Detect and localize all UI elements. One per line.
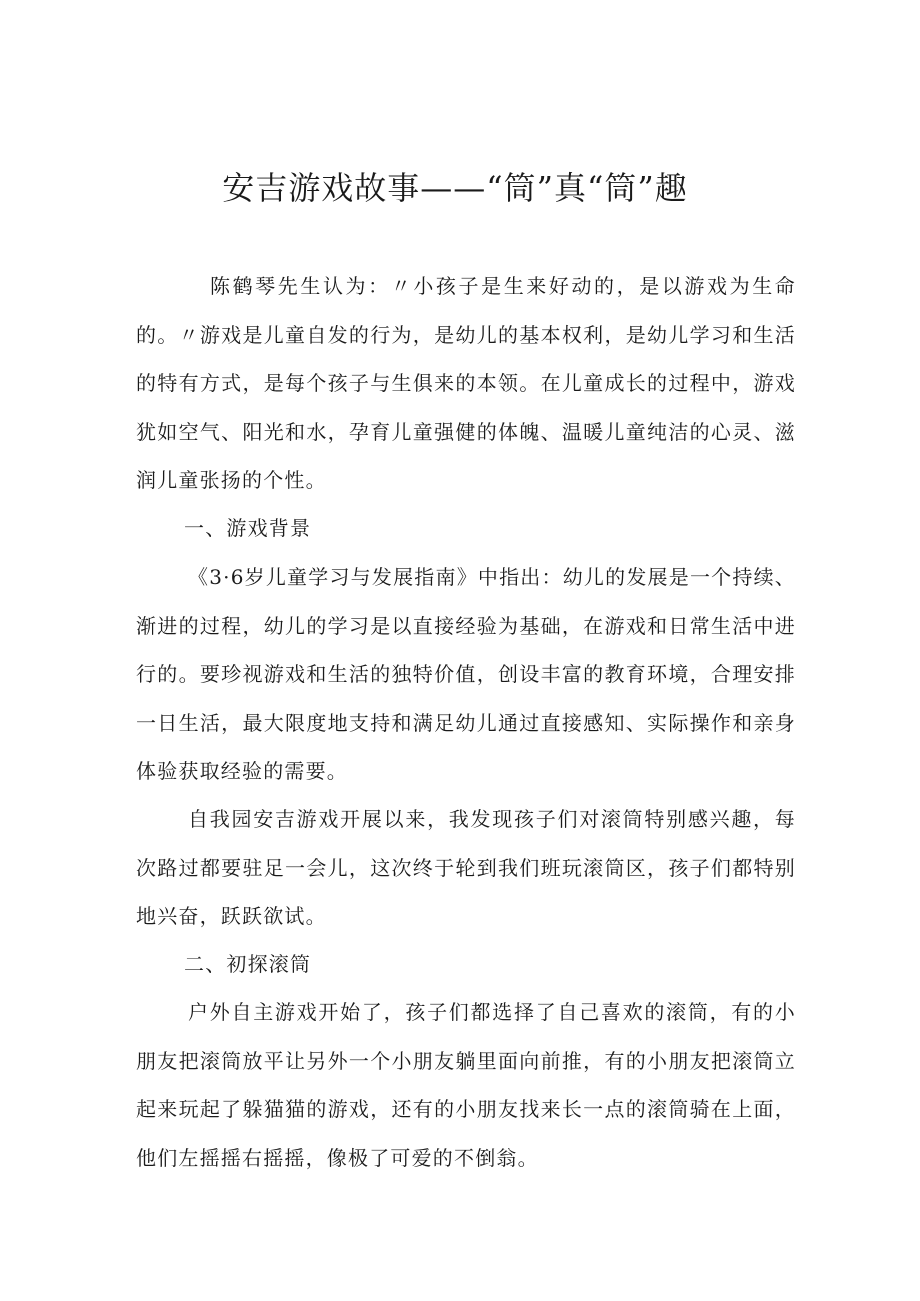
document-title: 安吉游戏故事——“筒”真“筒”趣: [222, 169, 688, 207]
section-heading-background: 一、游戏背景: [184, 516, 312, 540]
paragraph-play: 户外自主游戏开始了，孩子们都选择了自己喜欢的滚筒，有的小朋友把滚筒放平让另外一个小朋友躺里面向前推，有的小朋友把滚筒立起来玩起了躲猫猫的游戏，还有的小朋友找来长一点的滚筒骑在上面，他们左摇摇右摇摇，像极了可爱的不倒翁。: [136, 1000, 796, 1170]
paragraph-observation: 自我园安吉游戏开展以来，我发现孩子们对滚筒特别感兴趣，每次路过都要驻足一会儿，这次终于轮到我们班玩滚筒区，孩子们都特别地兴奋，跃跃欲试。: [136, 807, 796, 928]
section-heading-explore: 二、初探滚筒: [184, 952, 312, 976]
paragraph-guideline: 《3·6岁儿童学习与发展指南》中指出：幼儿的发展是一个持续、渐进的过程，幼儿的学习是以直接经验为基础，在游戏和日常生活中进行的。要珍视游戏和生活的独特价值，创设丰富的教育环境，合理安排一日生活，最大限度地支持和满足幼儿通过直接感知、实际操作和亲身体验获取经验的需要。: [136, 565, 796, 783]
paragraph-intro: 陈鹤琴先生认为：〃小孩子是生来好动的，是以游戏为生命的。〃游戏是儿童自发的行为，是幼儿的基本权利，是幼儿学习和生活的特有方式，是每个孩子与生俱来的本领。在儿童成长的过程中，游戏犹如空气、阳光和水，孕育儿童强健的体魄、温暖儿童纯洁的心灵、滋润儿童张扬的个性。: [136, 274, 796, 492]
